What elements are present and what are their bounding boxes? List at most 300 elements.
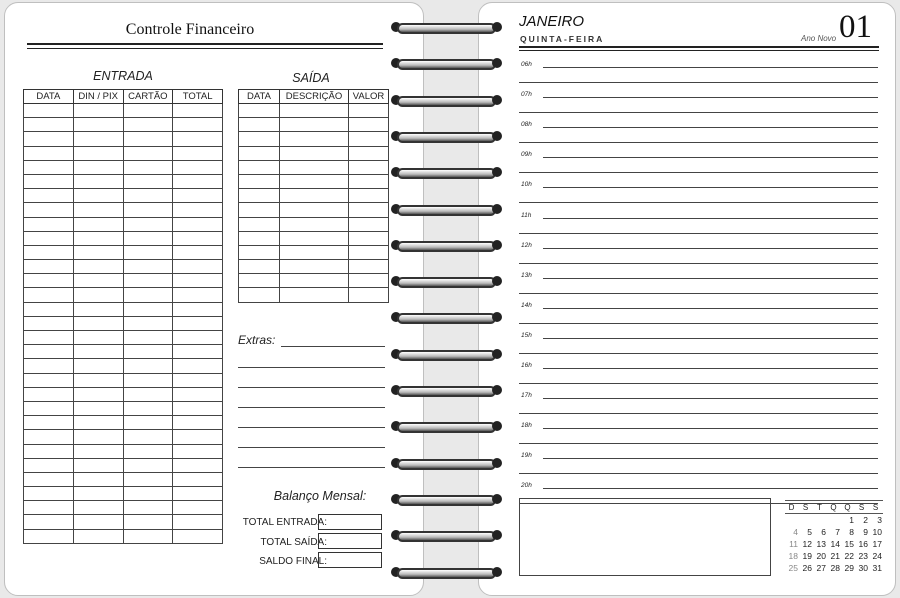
hour-line[interactable] — [543, 428, 878, 429]
table-cell[interactable] — [123, 529, 173, 543]
saldo-final-field[interactable] — [318, 552, 382, 568]
hour-line[interactable] — [543, 308, 878, 309]
table-cell[interactable] — [173, 359, 223, 373]
table-cell[interactable] — [123, 274, 173, 288]
table-cell[interactable] — [123, 118, 173, 132]
table-cell[interactable] — [73, 401, 123, 415]
table-cell[interactable] — [173, 174, 223, 188]
total-saida-label: TOTAL SAÍDA: — [260, 537, 327, 548]
table-cell[interactable] — [349, 217, 389, 231]
mini-calendar — [785, 500, 883, 574]
hour-line[interactable] — [543, 187, 878, 188]
ring-hole — [492, 494, 502, 504]
calendar-day[interactable]: 16 — [858, 539, 868, 549]
spiral-ring — [389, 563, 504, 581]
table-cell[interactable] — [24, 160, 74, 174]
total-entrada-field[interactable] — [318, 514, 382, 530]
hour-label: 11h — [521, 211, 532, 219]
table-cell[interactable] — [24, 231, 74, 245]
ring-hole — [492, 131, 502, 141]
table-cell[interactable] — [239, 274, 280, 288]
table-cell[interactable] — [123, 444, 173, 458]
hour-label: 10h — [521, 181, 532, 189]
table-row — [24, 430, 223, 444]
table-cell[interactable] — [173, 217, 223, 231]
ring-hole — [492, 421, 502, 431]
table-cell[interactable] — [280, 174, 349, 188]
table-cell[interactable] — [349, 231, 389, 245]
extras-line[interactable] — [238, 387, 385, 388]
table-row — [24, 373, 223, 387]
table-cell[interactable] — [239, 260, 280, 274]
table-cell[interactable] — [280, 160, 349, 174]
table-cell[interactable] — [349, 160, 389, 174]
table-cell[interactable] — [73, 189, 123, 203]
table-cell[interactable] — [123, 458, 173, 472]
calendar-day[interactable]: 6 — [821, 527, 826, 537]
table-row — [24, 274, 223, 288]
table-cell[interactable] — [123, 501, 173, 515]
table-cell[interactable] — [239, 174, 280, 188]
table-cell[interactable] — [73, 132, 123, 146]
calendar-day[interactable]: 29 — [844, 563, 854, 573]
table-cell[interactable] — [123, 245, 173, 259]
entrada-table — [23, 89, 223, 544]
extras-line[interactable] — [238, 467, 385, 468]
table-cell[interactable] — [123, 515, 173, 529]
total-saida-field[interactable] — [318, 533, 382, 549]
calendar-day[interactable]: 31 — [872, 563, 882, 573]
hour-half-line[interactable] — [519, 263, 878, 264]
table-cell[interactable] — [123, 302, 173, 316]
table-cell[interactable] — [173, 260, 223, 274]
table-cell[interactable] — [24, 472, 74, 486]
table-cell[interactable] — [349, 288, 389, 302]
table-cell[interactable] — [123, 387, 173, 401]
page-title: Controle Financeiro — [125, 21, 255, 38]
table-cell[interactable] — [24, 416, 74, 430]
table-cell[interactable] — [24, 458, 74, 472]
saida-column-header: VALOR — [349, 90, 389, 104]
table-cell[interactable] — [73, 515, 123, 529]
table-cell[interactable] — [280, 189, 349, 203]
table-cell[interactable] — [24, 104, 74, 118]
table-cell[interactable] — [73, 359, 123, 373]
table-cell[interactable] — [73, 373, 123, 387]
notes-box[interactable] — [519, 498, 771, 576]
table-cell[interactable] — [24, 401, 74, 415]
hour-half-line[interactable] — [519, 233, 878, 234]
calendar-day[interactable]: 1 — [849, 515, 854, 525]
calendar-day[interactable]: 19 — [802, 551, 812, 561]
table-row — [24, 189, 223, 203]
table-cell[interactable] — [73, 217, 123, 231]
table-cell[interactable] — [349, 203, 389, 217]
hour-line[interactable] — [543, 248, 878, 249]
table-cell[interactable] — [73, 174, 123, 188]
table-cell[interactable] — [173, 387, 223, 401]
hour-label: 18h — [521, 422, 532, 430]
table-cell[interactable] — [173, 529, 223, 543]
table-cell[interactable] — [123, 260, 173, 274]
hour-line[interactable] — [543, 398, 878, 399]
table-cell[interactable] — [239, 231, 280, 245]
table-cell[interactable] — [24, 316, 74, 330]
spiral-ring — [389, 18, 504, 36]
table-cell[interactable] — [239, 189, 280, 203]
table-row — [239, 274, 389, 288]
table-cell[interactable] — [123, 487, 173, 501]
table-cell[interactable] — [24, 430, 74, 444]
holiday-label: Ano Novo — [801, 34, 837, 43]
calendar-day[interactable]: 15 — [844, 539, 854, 549]
calendar-day[interactable]: 8 — [849, 527, 854, 537]
calendar-weekday: D — [785, 501, 799, 514]
table-cell[interactable] — [280, 104, 349, 118]
calendar-day[interactable]: 2 — [863, 515, 868, 525]
table-cell[interactable] — [280, 245, 349, 259]
table-cell[interactable] — [123, 288, 173, 302]
table-cell[interactable] — [73, 245, 123, 259]
table-cell[interactable] — [24, 444, 74, 458]
month-title: JANEIRO — [519, 13, 585, 30]
table-cell[interactable] — [73, 416, 123, 430]
hour-line[interactable] — [543, 338, 878, 339]
calendar-day[interactable] — [785, 514, 799, 527]
hour-label: 08h — [521, 121, 532, 129]
table-cell[interactable] — [349, 174, 389, 188]
extras-line[interactable] — [238, 407, 385, 408]
calendar-week — [785, 562, 883, 574]
table-cell[interactable] — [239, 118, 280, 132]
hour-line[interactable] — [543, 368, 878, 369]
table-cell[interactable] — [280, 203, 349, 217]
hour-half-line[interactable] — [519, 112, 878, 113]
calendar-weekday: S — [869, 501, 883, 514]
table-cell[interactable] — [280, 118, 349, 132]
table-row — [239, 146, 389, 160]
table-cell[interactable] — [123, 203, 173, 217]
calendar-day[interactable] — [827, 514, 841, 527]
table-cell[interactable] — [24, 373, 74, 387]
calendar-day[interactable]: 28 — [830, 563, 840, 573]
calendar-day[interactable]: 7 — [835, 527, 840, 537]
table-cell[interactable] — [173, 274, 223, 288]
table-cell[interactable] — [239, 217, 280, 231]
table-cell[interactable] — [239, 104, 280, 118]
calendar-day[interactable]: 13 — [816, 539, 826, 549]
table-cell[interactable] — [73, 302, 123, 316]
hour-line[interactable] — [543, 157, 878, 158]
table-cell[interactable] — [173, 331, 223, 345]
table-cell[interactable] — [173, 472, 223, 486]
table-row — [24, 444, 223, 458]
extras-line[interactable] — [281, 346, 385, 347]
table-cell[interactable] — [349, 146, 389, 160]
table-cell[interactable] — [123, 373, 173, 387]
spiral-ring — [389, 345, 504, 363]
hour-half-line[interactable] — [519, 202, 878, 203]
table-cell[interactable] — [24, 274, 74, 288]
table-cell[interactable] — [280, 217, 349, 231]
extras-line[interactable] — [238, 367, 385, 368]
table-cell[interactable] — [24, 487, 74, 501]
table-cell[interactable] — [349, 118, 389, 132]
table-cell[interactable] — [24, 245, 74, 259]
hour-line[interactable] — [543, 97, 878, 98]
table-cell[interactable] — [24, 260, 74, 274]
table-cell[interactable] — [280, 231, 349, 245]
ring-hole — [492, 385, 502, 395]
table-cell[interactable] — [73, 203, 123, 217]
table-cell[interactable] — [239, 132, 280, 146]
table-cell[interactable] — [24, 288, 74, 302]
table-cell[interactable] — [280, 146, 349, 160]
hour-half-line[interactable] — [519, 443, 878, 444]
table-cell[interactable] — [349, 245, 389, 259]
hour-label: 20h — [521, 482, 532, 490]
table-row — [24, 515, 223, 529]
table-cell[interactable] — [280, 288, 349, 302]
hour-half-line[interactable] — [519, 172, 878, 173]
hour-label: 15h — [521, 331, 532, 339]
table-row — [24, 316, 223, 330]
calendar-day[interactable]: 22 — [844, 551, 854, 561]
table-cell[interactable] — [280, 274, 349, 288]
table-cell[interactable] — [173, 316, 223, 330]
hour-half-line[interactable] — [519, 142, 878, 143]
calendar-day[interactable]: 26 — [802, 563, 812, 573]
table-cell[interactable] — [123, 174, 173, 188]
saida-column-header: DATA — [239, 90, 280, 104]
table-cell[interactable] — [123, 316, 173, 330]
table-cell[interactable] — [123, 331, 173, 345]
table-row — [239, 104, 389, 118]
table-cell[interactable] — [173, 302, 223, 316]
calendar-day[interactable] — [813, 514, 827, 527]
table-cell[interactable] — [24, 345, 74, 359]
table-cell[interactable] — [123, 472, 173, 486]
calendar-day[interactable]: 10 — [872, 527, 882, 537]
hour-line[interactable] — [543, 278, 878, 279]
table-cell[interactable] — [173, 189, 223, 203]
table-row — [24, 288, 223, 302]
table-cell[interactable] — [24, 302, 74, 316]
calendar-week — [785, 550, 883, 562]
table-cell[interactable] — [123, 217, 173, 231]
calendar-day[interactable]: 20 — [816, 551, 826, 561]
table-cell[interactable] — [173, 444, 223, 458]
table-cell[interactable] — [239, 146, 280, 160]
table-cell[interactable] — [24, 118, 74, 132]
table-cell[interactable] — [24, 203, 74, 217]
table-cell[interactable] — [123, 146, 173, 160]
ring-hole — [492, 58, 502, 68]
hour-line[interactable] — [543, 127, 878, 128]
table-cell[interactable] — [73, 529, 123, 543]
table-cell[interactable] — [173, 203, 223, 217]
table-cell[interactable] — [73, 288, 123, 302]
calendar-day[interactable]: 21 — [830, 551, 840, 561]
table-cell[interactable] — [73, 387, 123, 401]
table-cell[interactable] — [349, 132, 389, 146]
table-cell[interactable] — [123, 160, 173, 174]
table-cell[interactable] — [173, 118, 223, 132]
hour-half-line[interactable] — [519, 473, 878, 474]
table-row — [24, 416, 223, 430]
table-cell[interactable] — [173, 458, 223, 472]
table-cell[interactable] — [173, 401, 223, 415]
calendar-day[interactable]: 30 — [858, 563, 868, 573]
table-row — [24, 104, 223, 118]
table-cell[interactable] — [24, 189, 74, 203]
table-cell[interactable] — [24, 174, 74, 188]
ring-hole — [492, 276, 502, 286]
table-row — [239, 203, 389, 217]
table-cell[interactable] — [123, 231, 173, 245]
table-cell[interactable] — [24, 529, 74, 543]
table-cell[interactable] — [123, 104, 173, 118]
table-cell[interactable] — [173, 245, 223, 259]
calendar-day[interactable]: 24 — [872, 551, 882, 561]
table-cell[interactable] — [73, 331, 123, 345]
calendar-day[interactable]: 9 — [863, 527, 868, 537]
table-cell[interactable] — [173, 515, 223, 529]
table-cell[interactable] — [280, 260, 349, 274]
calendar-day[interactable]: 25 — [788, 563, 798, 573]
spiral-ring — [389, 308, 504, 326]
table-cell[interactable] — [239, 203, 280, 217]
table-cell[interactable] — [173, 345, 223, 359]
table-cell[interactable] — [173, 132, 223, 146]
table-cell[interactable] — [239, 288, 280, 302]
table-cell[interactable] — [349, 274, 389, 288]
calendar-day[interactable]: 23 — [858, 551, 868, 561]
table-cell[interactable] — [24, 515, 74, 529]
right-page — [478, 2, 896, 596]
calendar-day[interactable]: 18 — [788, 551, 798, 561]
table-cell[interactable] — [73, 146, 123, 160]
table-cell[interactable] — [349, 189, 389, 203]
hour-half-line[interactable] — [519, 353, 878, 354]
table-cell[interactable] — [73, 104, 123, 118]
calendar-week — [785, 526, 883, 538]
table-cell[interactable] — [73, 444, 123, 458]
table-cell[interactable] — [24, 387, 74, 401]
table-row — [24, 160, 223, 174]
hour-line[interactable] — [543, 218, 878, 219]
calendar-weekday: T — [813, 501, 827, 514]
table-cell[interactable] — [173, 501, 223, 515]
table-cell[interactable] — [173, 104, 223, 118]
table-cell[interactable] — [173, 373, 223, 387]
hour-half-line[interactable] — [519, 413, 878, 414]
ring-hole — [492, 567, 502, 577]
table-cell[interactable] — [280, 132, 349, 146]
table-cell[interactable] — [123, 401, 173, 415]
table-cell[interactable] — [73, 160, 123, 174]
hour-label: 17h — [521, 392, 532, 400]
table-cell[interactable] — [123, 416, 173, 430]
table-cell[interactable] — [173, 146, 223, 160]
ring-wire — [397, 350, 496, 361]
ring-wire — [397, 568, 496, 579]
table-cell[interactable] — [173, 160, 223, 174]
table-cell[interactable] — [73, 260, 123, 274]
hour-half-line[interactable] — [519, 293, 878, 294]
table-cell[interactable] — [239, 160, 280, 174]
hour-half-line[interactable] — [519, 383, 878, 384]
table-cell[interactable] — [173, 487, 223, 501]
table-cell[interactable] — [123, 430, 173, 444]
table-cell[interactable] — [73, 231, 123, 245]
table-cell[interactable] — [123, 345, 173, 359]
table-cell[interactable] — [123, 132, 173, 146]
hour-half-line[interactable] — [519, 82, 878, 83]
table-cell[interactable] — [173, 416, 223, 430]
spiral-ring — [389, 91, 504, 109]
table-cell[interactable] — [349, 104, 389, 118]
table-cell[interactable] — [24, 146, 74, 160]
table-cell[interactable] — [173, 288, 223, 302]
extras-label: Extras: — [238, 333, 276, 347]
spiral-ring — [389, 490, 504, 508]
table-cell[interactable] — [24, 217, 74, 231]
calendar-day[interactable]: 3 — [877, 515, 882, 525]
hour-line[interactable] — [543, 458, 878, 459]
table-cell[interactable] — [73, 501, 123, 515]
calendar-day[interactable]: 14 — [830, 539, 840, 549]
table-cell[interactable] — [73, 274, 123, 288]
table-cell[interactable] — [24, 359, 74, 373]
hour-line[interactable] — [543, 488, 878, 489]
calendar-day[interactable] — [799, 514, 813, 527]
spiral-ring — [389, 272, 504, 290]
table-cell[interactable] — [73, 458, 123, 472]
calendar-day[interactable]: 4 — [793, 527, 798, 537]
table-cell[interactable] — [24, 501, 74, 515]
table-cell[interactable] — [73, 487, 123, 501]
table-row — [24, 217, 223, 231]
calendar-day[interactable]: 27 — [816, 563, 826, 573]
extras-line[interactable] — [238, 447, 385, 448]
table-cell[interactable] — [73, 472, 123, 486]
calendar-day[interactable]: 12 — [802, 539, 812, 549]
calendar-day[interactable]: 11 — [789, 539, 798, 549]
table-cell[interactable] — [73, 345, 123, 359]
table-cell[interactable] — [173, 430, 223, 444]
hour-half-line[interactable] — [519, 323, 878, 324]
extras-line[interactable] — [238, 427, 385, 428]
calendar-day[interactable]: 5 — [807, 527, 812, 537]
table-cell[interactable] — [173, 231, 223, 245]
table-cell[interactable] — [73, 316, 123, 330]
table-cell[interactable] — [123, 359, 173, 373]
table-row — [239, 174, 389, 188]
calendar-day[interactable]: 17 — [872, 539, 882, 549]
calendar-weekday: S — [855, 501, 869, 514]
table-cell[interactable] — [24, 331, 74, 345]
table-row — [24, 203, 223, 217]
table-cell[interactable] — [24, 132, 74, 146]
day-number: 01 — [839, 9, 872, 45]
hour-line[interactable] — [543, 67, 878, 68]
table-cell[interactable] — [349, 260, 389, 274]
table-cell[interactable] — [123, 189, 173, 203]
table-cell[interactable] — [73, 118, 123, 132]
table-cell[interactable] — [239, 245, 280, 259]
table-cell[interactable] — [73, 430, 123, 444]
